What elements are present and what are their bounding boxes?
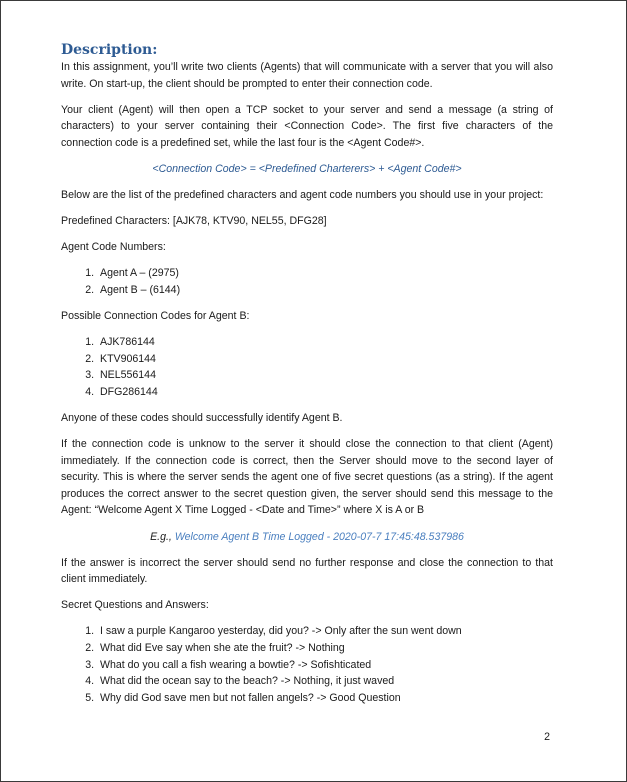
agent-codes-list [61, 265, 553, 298]
anyone-paragraph: Anyone of these codes should successfully identify Agent B. [61, 412, 343, 424]
section-heading: Description: [61, 42, 158, 58]
example-line [61, 529, 553, 546]
page-number: 2 [544, 731, 550, 743]
predefined-characters: Predefined Characters: [AJK78, KTV90, NEL55, DFG28] [61, 215, 327, 228]
secret-questions-label: Secret Questions and Answers: [61, 599, 209, 612]
list-item: 1. I saw a purple Kangaroo yesterday, did you? -> Only after the sun went down [97, 623, 553, 640]
list-item: 5. Why did God save men but not fallen angels? -> Good Question [97, 690, 553, 707]
example-value: Welcome Agent B Time Logged - 2020-07-7 17:45:48.537986 [174, 530, 464, 543]
list-item: 1. Agent A – (2975) [97, 265, 553, 282]
list-item: 3. What do you call a fish wearing a bowtie? -> Sofishticated [97, 657, 553, 674]
list-item: 2. What did Eve say when she ate the fruit? -> Nothing [97, 640, 553, 657]
connection-code-formula: <Connection Code> = <Predefined Charterers> + <Agent Code#> [152, 162, 462, 175]
list-item: 4. What did the ocean say to the beach? -> Nothing, it just waved [97, 673, 553, 690]
list-item: 3. NEL556144 [97, 367, 553, 384]
unknown-code-paragraph: If the connection code is unknow to the server it should close the connection to that client (Agent) immediately. If the connection code is correct, then the Server should move to the second layer of security. This is where the server sends the agent one of five secret questions (as a string). If the agent produces the correct answer to the secret question given, the server should send this message to the Agent: “Welcome Agent X Time Logged - <Date and Time>” where X is A or B [61, 438, 553, 517]
secret-questions-list [61, 623, 553, 706]
list-intro-paragraph: Below are the list of the predefined characters and agent code numbers you should use in your project: [61, 189, 544, 202]
list-item: 2. KTV906144 [97, 351, 553, 368]
possible-codes-label: Possible Connection Codes for Agent B: [61, 310, 250, 323]
page-content [61, 41, 553, 716]
intro-paragraph: In this assignment, you’ll write two clients (Agents) that will communicate with a server that you will also write. On start-up, the client should be prompted to enter their connection code. [61, 61, 553, 90]
list-item: 2. Agent B – (6144) [97, 282, 553, 299]
agent-codes-label: Agent Code Numbers: [61, 241, 166, 254]
list-item: 4. DFG286144 [97, 384, 553, 401]
example-lead: E.g., [150, 530, 172, 543]
list-item: 1. AJK786144 [97, 334, 553, 351]
connection-codes-list [61, 334, 553, 400]
incorrect-answer-paragraph: If the answer is incorrect the server should send no further response and close the connection to that client immediately. [61, 556, 553, 586]
tcp-paragraph: Your client (Agent) will then open a TCP socket to your server and send a message (a string of characters) to your server containing their <Connection Code>. The first five characters of the connection code is a predefined set, while the last four is the <Agent Code#>. [61, 103, 553, 149]
